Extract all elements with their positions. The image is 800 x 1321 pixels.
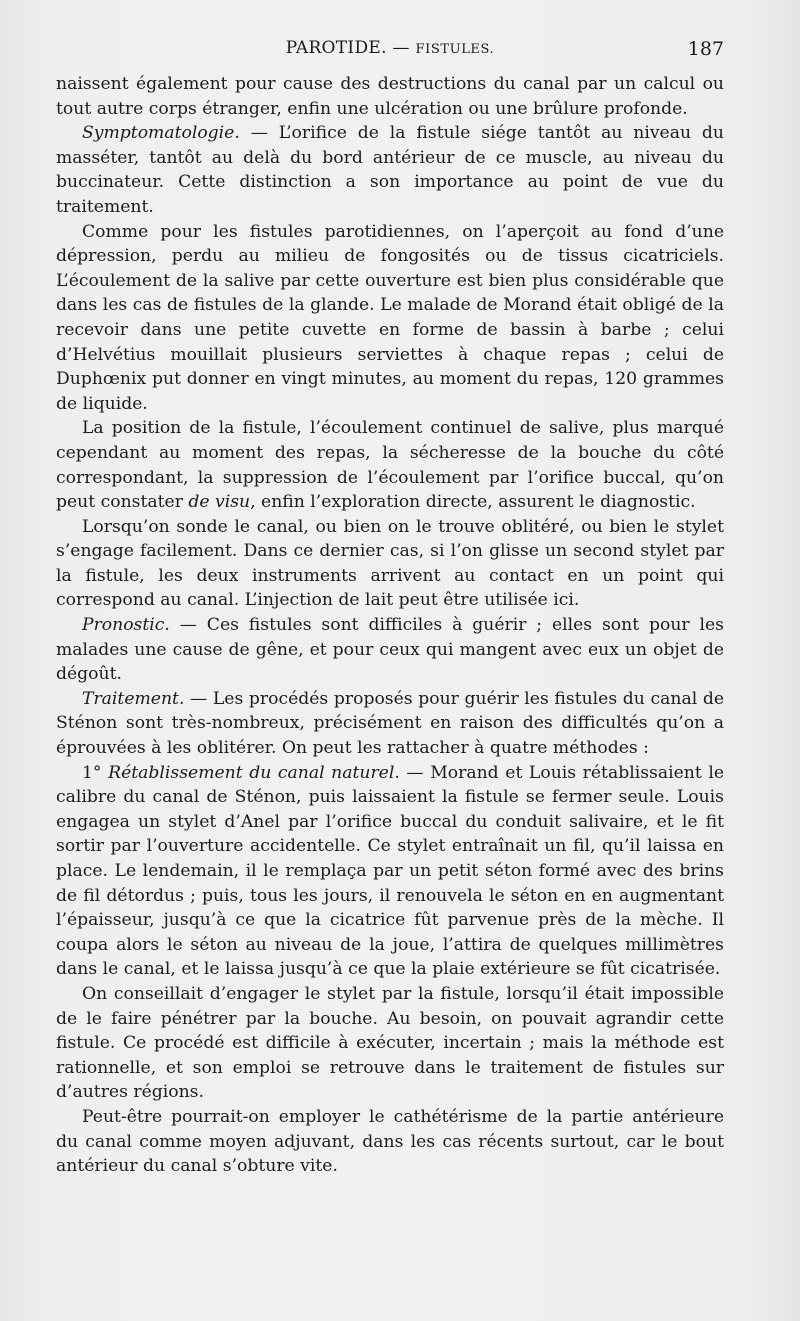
paragraph-text: La position de la fistule, l’écoulement continuel de salive, plus marqué cependant au moment des repas, la sécheresse de la bouche du côté correspondant, la suppression de l’écoulement par l’orifice buccal, qu’on peut constater — [56, 418, 724, 513]
section-heading-pronostic: Pronostic. — [82, 615, 170, 636]
paragraph-stylet — [56, 982, 724, 1105]
page-header — [56, 38, 724, 68]
paragraph-retablissement — [56, 761, 724, 982]
paragraph-continuation — [56, 72, 724, 121]
emphasis-de-visu: de visu — [188, 492, 251, 513]
paragraph-text: — Ces fistules sont difficiles à guérir ; elles sont pour les malades une cause de gêne, et pour ceux qui mangent avec eux un objet de dégoût. — [56, 615, 724, 685]
paragraph-text: — L’orifice de la fistule siége tantôt au niveau du masséter, tantôt au delà du bord antérieur de ce muscle, au niveau du buccinateur. Cette distinction a son importance au point de vue du traitement. — [56, 123, 724, 217]
paragraph-text: , enfin l’exploration directe, assurent le diagnostic. — [250, 492, 696, 513]
paragraph-text: Lorsqu’on sonde le canal, ou bien on le trouve oblitéré, ou bien le stylet s’engage facilement. Dans ce dernier cas, si l’on glisse un second stylet par la fistule, les deux instruments arrivent au contact en un point qui correspond au canal. L’injection de lait peut être utilisée ici. — [56, 516, 724, 611]
paragraph-traitement — [56, 687, 724, 761]
paragraph-text: Comme pour les fistules parotidiennes, on l’aperçoit au fond d’une dépression, perdu au milieu de fongosités ou de tissus cicatriciels. L’écoulement de la salive par cette ouverture est bien plus considérable que dans les cas de fistules de la glande. Le malade de Morand était obligé de la recevoir dans une petite cuvette en forme de bassin à barbe ; celui d’Helvétius mouillait plusieurs serviettes à chaque repas ; celui de Duphœnix put donner en vingt minutes, au moment du repas, 120 grammes de liquide. — [56, 221, 724, 414]
section-heading-retablissement: Rétablissement du canal naturel. — [108, 762, 400, 783]
paragraph-ecoulement — [56, 220, 724, 417]
running-head-title: PAROTIDE. — — [285, 38, 416, 58]
body-text — [56, 72, 724, 1179]
paragraph-symptomatologie — [56, 121, 724, 219]
section-heading-traitement: Traitement. — [82, 688, 185, 709]
paragraph-pronostic — [56, 613, 724, 687]
paragraph-diagnostic — [56, 416, 724, 514]
paragraph-sonde — [56, 515, 724, 613]
paragraph-text: naissent également pour cause des destructions du canal par un calcul ou tout autre corps étranger, enfin une ulcération ou une brûlure profonde. — [56, 74, 724, 119]
running-head-subtitle: FISTULES. — [415, 42, 495, 57]
page-number: 187 — [687, 38, 724, 60]
paragraph-text: Peut-être pourrait-on employer le cathétérisme de la partie antérieure du canal comme moyen adjuvant, dans les cas récents surtout, car le bout antérieur du canal s’obture vite. — [56, 1106, 724, 1177]
running-head — [56, 38, 724, 58]
paragraph-text: — Les procédés proposés pour guérir les fistules du canal de Sténon sont très-nombreux, précisément en raison des difficultés qu’on a éprouvées à les oblitérer. On peut les rattacher à quatre méthodes : — [56, 688, 724, 759]
list-number: 1° — [82, 762, 109, 783]
paragraph-text: On conseillait d’engager le stylet par la fistule, lorsqu’il était impossible de le faire pénétrer par la bouche. Au besoin, on pouvait agrandir cette fistule. Ce procédé est difficile à exécuter, incertain ; mais la méthode est rationnelle, et son emploi se retrouve dans le traitement de fistules sur d’autres régions. — [56, 983, 724, 1103]
section-heading-symptomatologie: Symptomatologie. — [82, 123, 240, 144]
paragraph-text: — Morand et Louis rétablissaient le calibre du canal de Sténon, puis laissaient la fistule se fermer seule. Louis engagea un stylet d’Anel par l’orifice buccal du conduit salivaire, et le fit sortir par l’ouverture accidentelle. Ce stylet entraînait un fil, qu’il laissa en place. Le lendemain, il le remplaça par un petit séton formé avec des brins de fil détordus ; puis, tous les jours, il renouvela le séton en en augmentant l’épaisseur, jusqu’à ce que la cicatrice fût parvenue près de la mèche. Il coupa alors le séton au niveau de la joue, l’attira de quelques millimètres dans le canal, et le laissa jusqu’à ce que la plaie extérieure se fût cicatrisée. — [56, 762, 725, 980]
paragraph-catheterisme — [56, 1105, 724, 1179]
